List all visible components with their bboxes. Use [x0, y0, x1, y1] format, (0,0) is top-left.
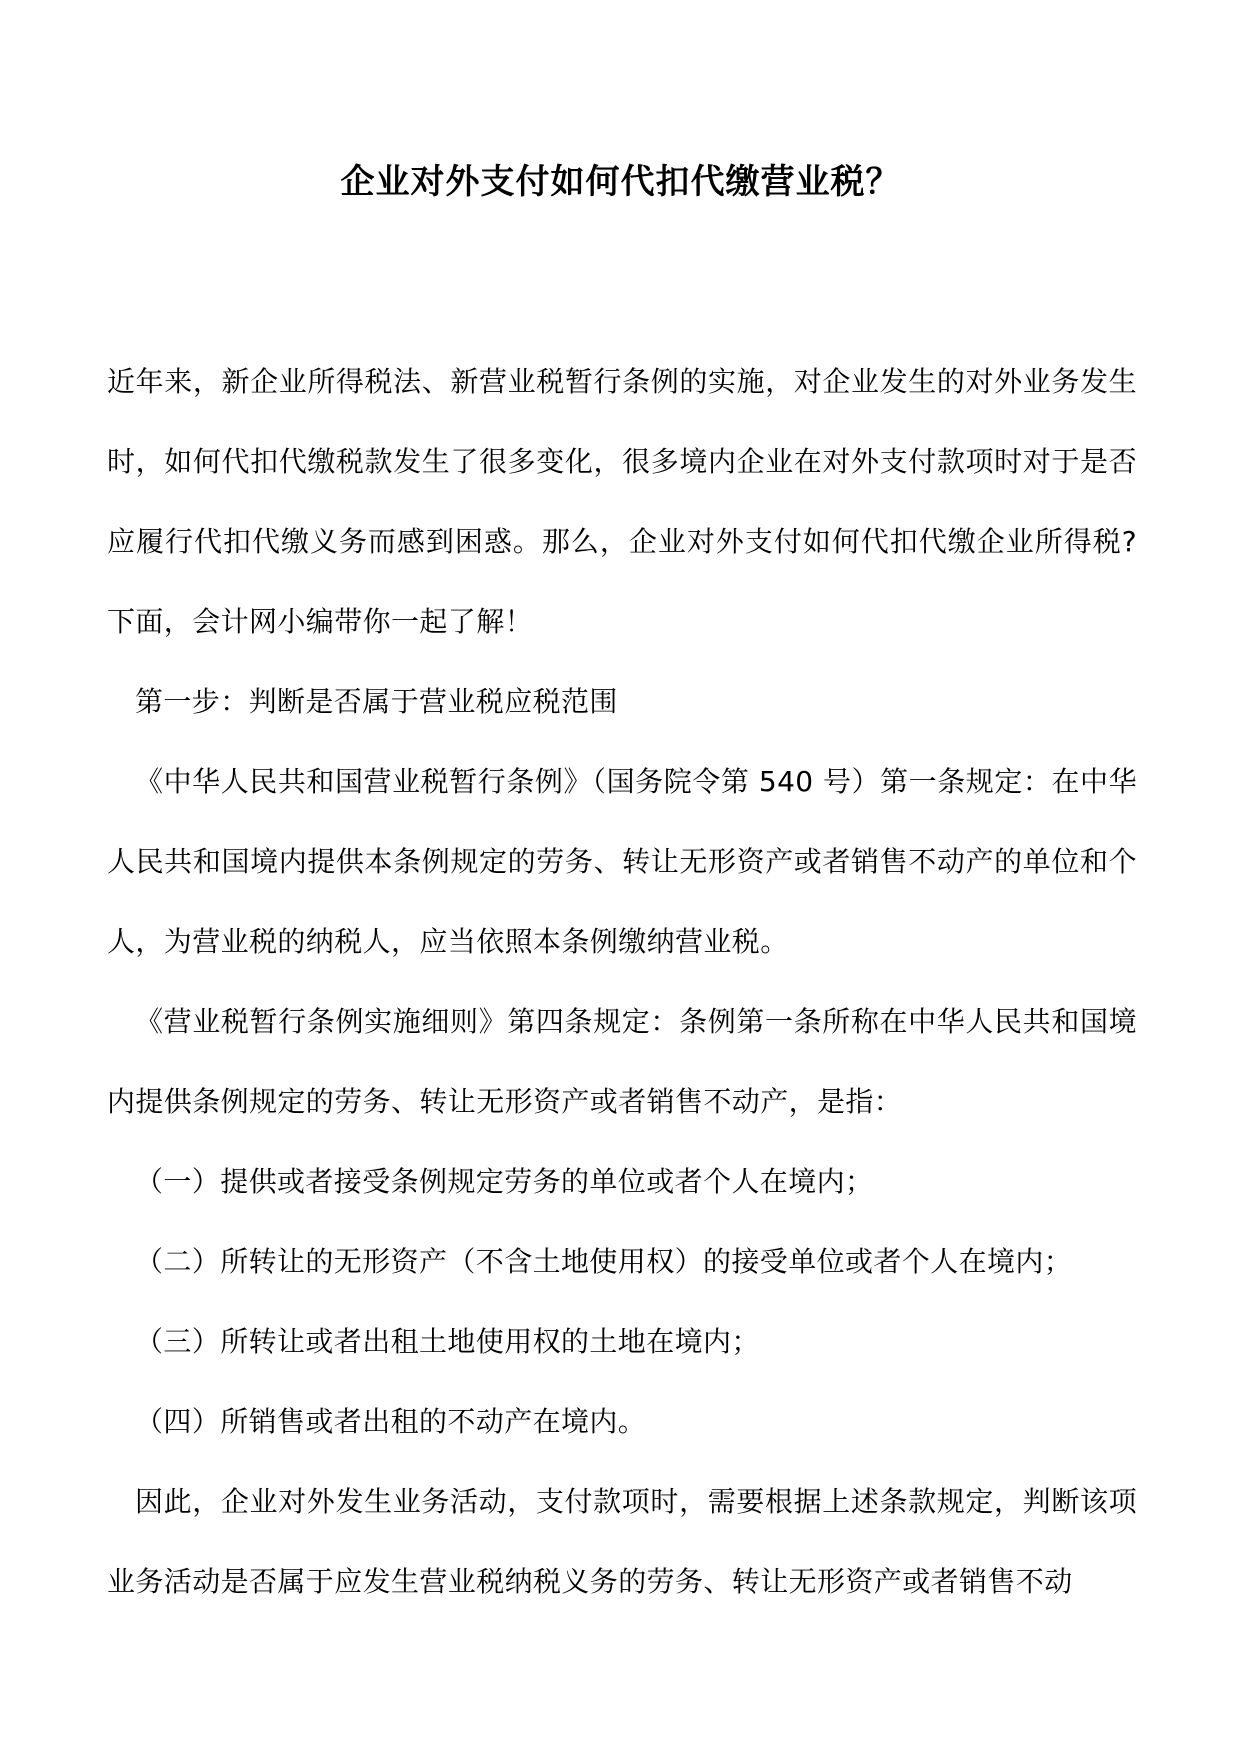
step-one-heading: 第一步：判断是否属于营业税应税范围	[135, 685, 618, 718]
regulation-article-one-paragraph: 《中华人民共和国营业税暂行条例》（国务院令第 540 号）第一条规定：在中华人民共和国境内提供本条例规定的劳务、转让无形资产或者销售不动产的单位和个人，为营业税的纳税人，应当依照本条例缴纳营业税。	[107, 765, 1137, 958]
conclusion-paragraph: 因此，企业对外发生业务活动，支付款项时，需要根据上述条款规定，判断该项业务活动是否属于应发生营业税纳税义务的劳务、转让无形资产或者销售不动	[107, 1485, 1137, 1598]
list-item-three: （三）所转让或者出租土地使用权的土地在境内；	[135, 1325, 760, 1358]
intro-paragraph: 近年来，新企业所得税法、新营业税暂行条例的实施，对企业发生的对外业务发生时，如何代扣代缴税款发生了很多变化，很多境内企业在对外支付款项时对于是否应履行代扣代缴义务而感到困惑。那么，企业对外支付如何代扣代缴企业所得税?下面，会计网小编带你一起了解！	[107, 365, 1137, 638]
document-title: 企业对外支付如何代扣代缴营业税？	[340, 162, 901, 202]
document-body	[107, 342, 1137, 1622]
list-item-two: （二）所转让的无形资产（不含土地使用权）的接受单位或者个人在境内；	[135, 1245, 1073, 1278]
implementation-rules-article-four-paragraph: 《营业税暂行条例实施细则》第四条规定：条例第一条所称在中华人民共和国境内提供条例规定的劳务、转让无形资产或者销售不动产，是指：	[107, 1005, 1137, 1118]
list-item-one: （一）提供或者接受条例规定劳务的单位或者个人在境内；	[135, 1165, 874, 1198]
list-item-four: （四）所销售或者出租的不动产在境内。	[135, 1405, 647, 1438]
